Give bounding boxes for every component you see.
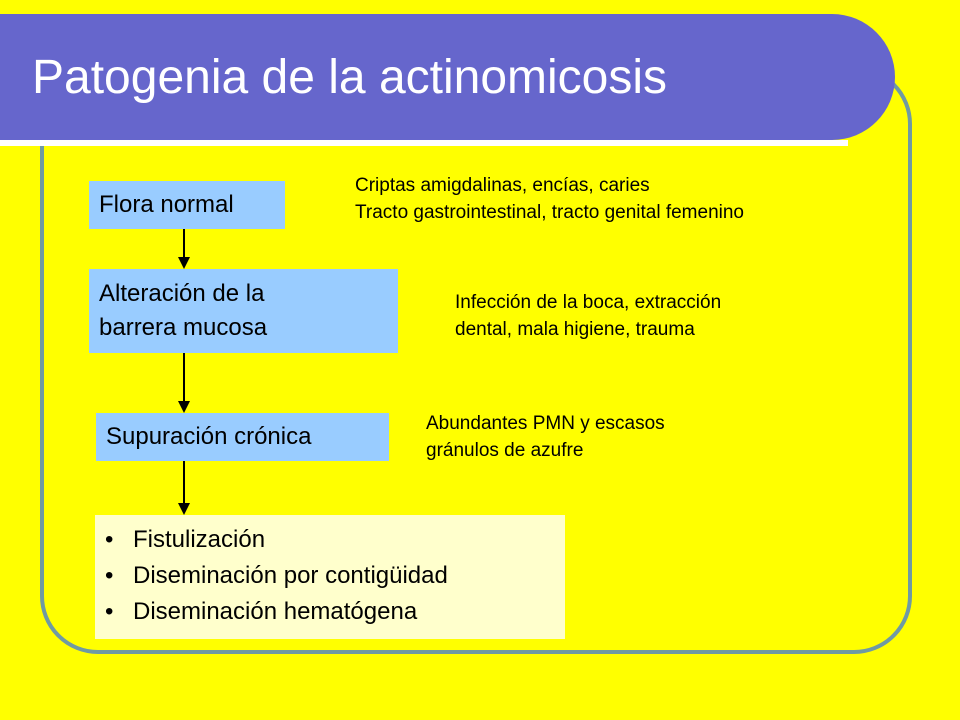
flow-arrow-2 — [178, 353, 190, 413]
note-line: Criptas amigdalinas, encías, caries — [355, 175, 650, 196]
step-label: Flora normal — [99, 191, 234, 218]
note-line: Tracto gastrointestinal, tracto genital femenino — [355, 202, 744, 223]
outcomes-list — [105, 522, 565, 630]
flow-arrow-1 — [178, 229, 190, 269]
note-supuracion-cronica — [426, 410, 665, 464]
outcome-item: • Diseminación por contigüidad — [105, 558, 565, 594]
slide-title: Patogenia de la actinomicosis — [32, 51, 668, 104]
outcomes-box — [95, 515, 565, 639]
note-flora-normal — [355, 172, 744, 226]
step-box-flora-normal — [89, 181, 285, 229]
step-box-supuracion-cronica — [96, 413, 389, 461]
note-line: dental, mala higiene, trauma — [455, 319, 695, 340]
title-bar — [0, 14, 895, 140]
flow-arrow-3 — [178, 461, 190, 515]
step-label: Supuración crónica — [106, 423, 312, 450]
note-line: gránulos de azufre — [426, 440, 584, 461]
note-line: Infección de la boca, extracción — [455, 292, 722, 313]
outcome-item: • Diseminación hematógena — [105, 594, 565, 630]
step-label-line: barrera mucosa — [99, 314, 268, 341]
title-underline — [0, 140, 848, 146]
note-line: Abundantes PMN y escasos — [426, 413, 665, 434]
step-label-line: Alteración de la — [99, 280, 265, 307]
outcome-item: • Fistulización — [105, 522, 565, 558]
note-alteracion-barrera — [455, 289, 721, 343]
step-box-alteracion-barrera — [89, 269, 398, 353]
